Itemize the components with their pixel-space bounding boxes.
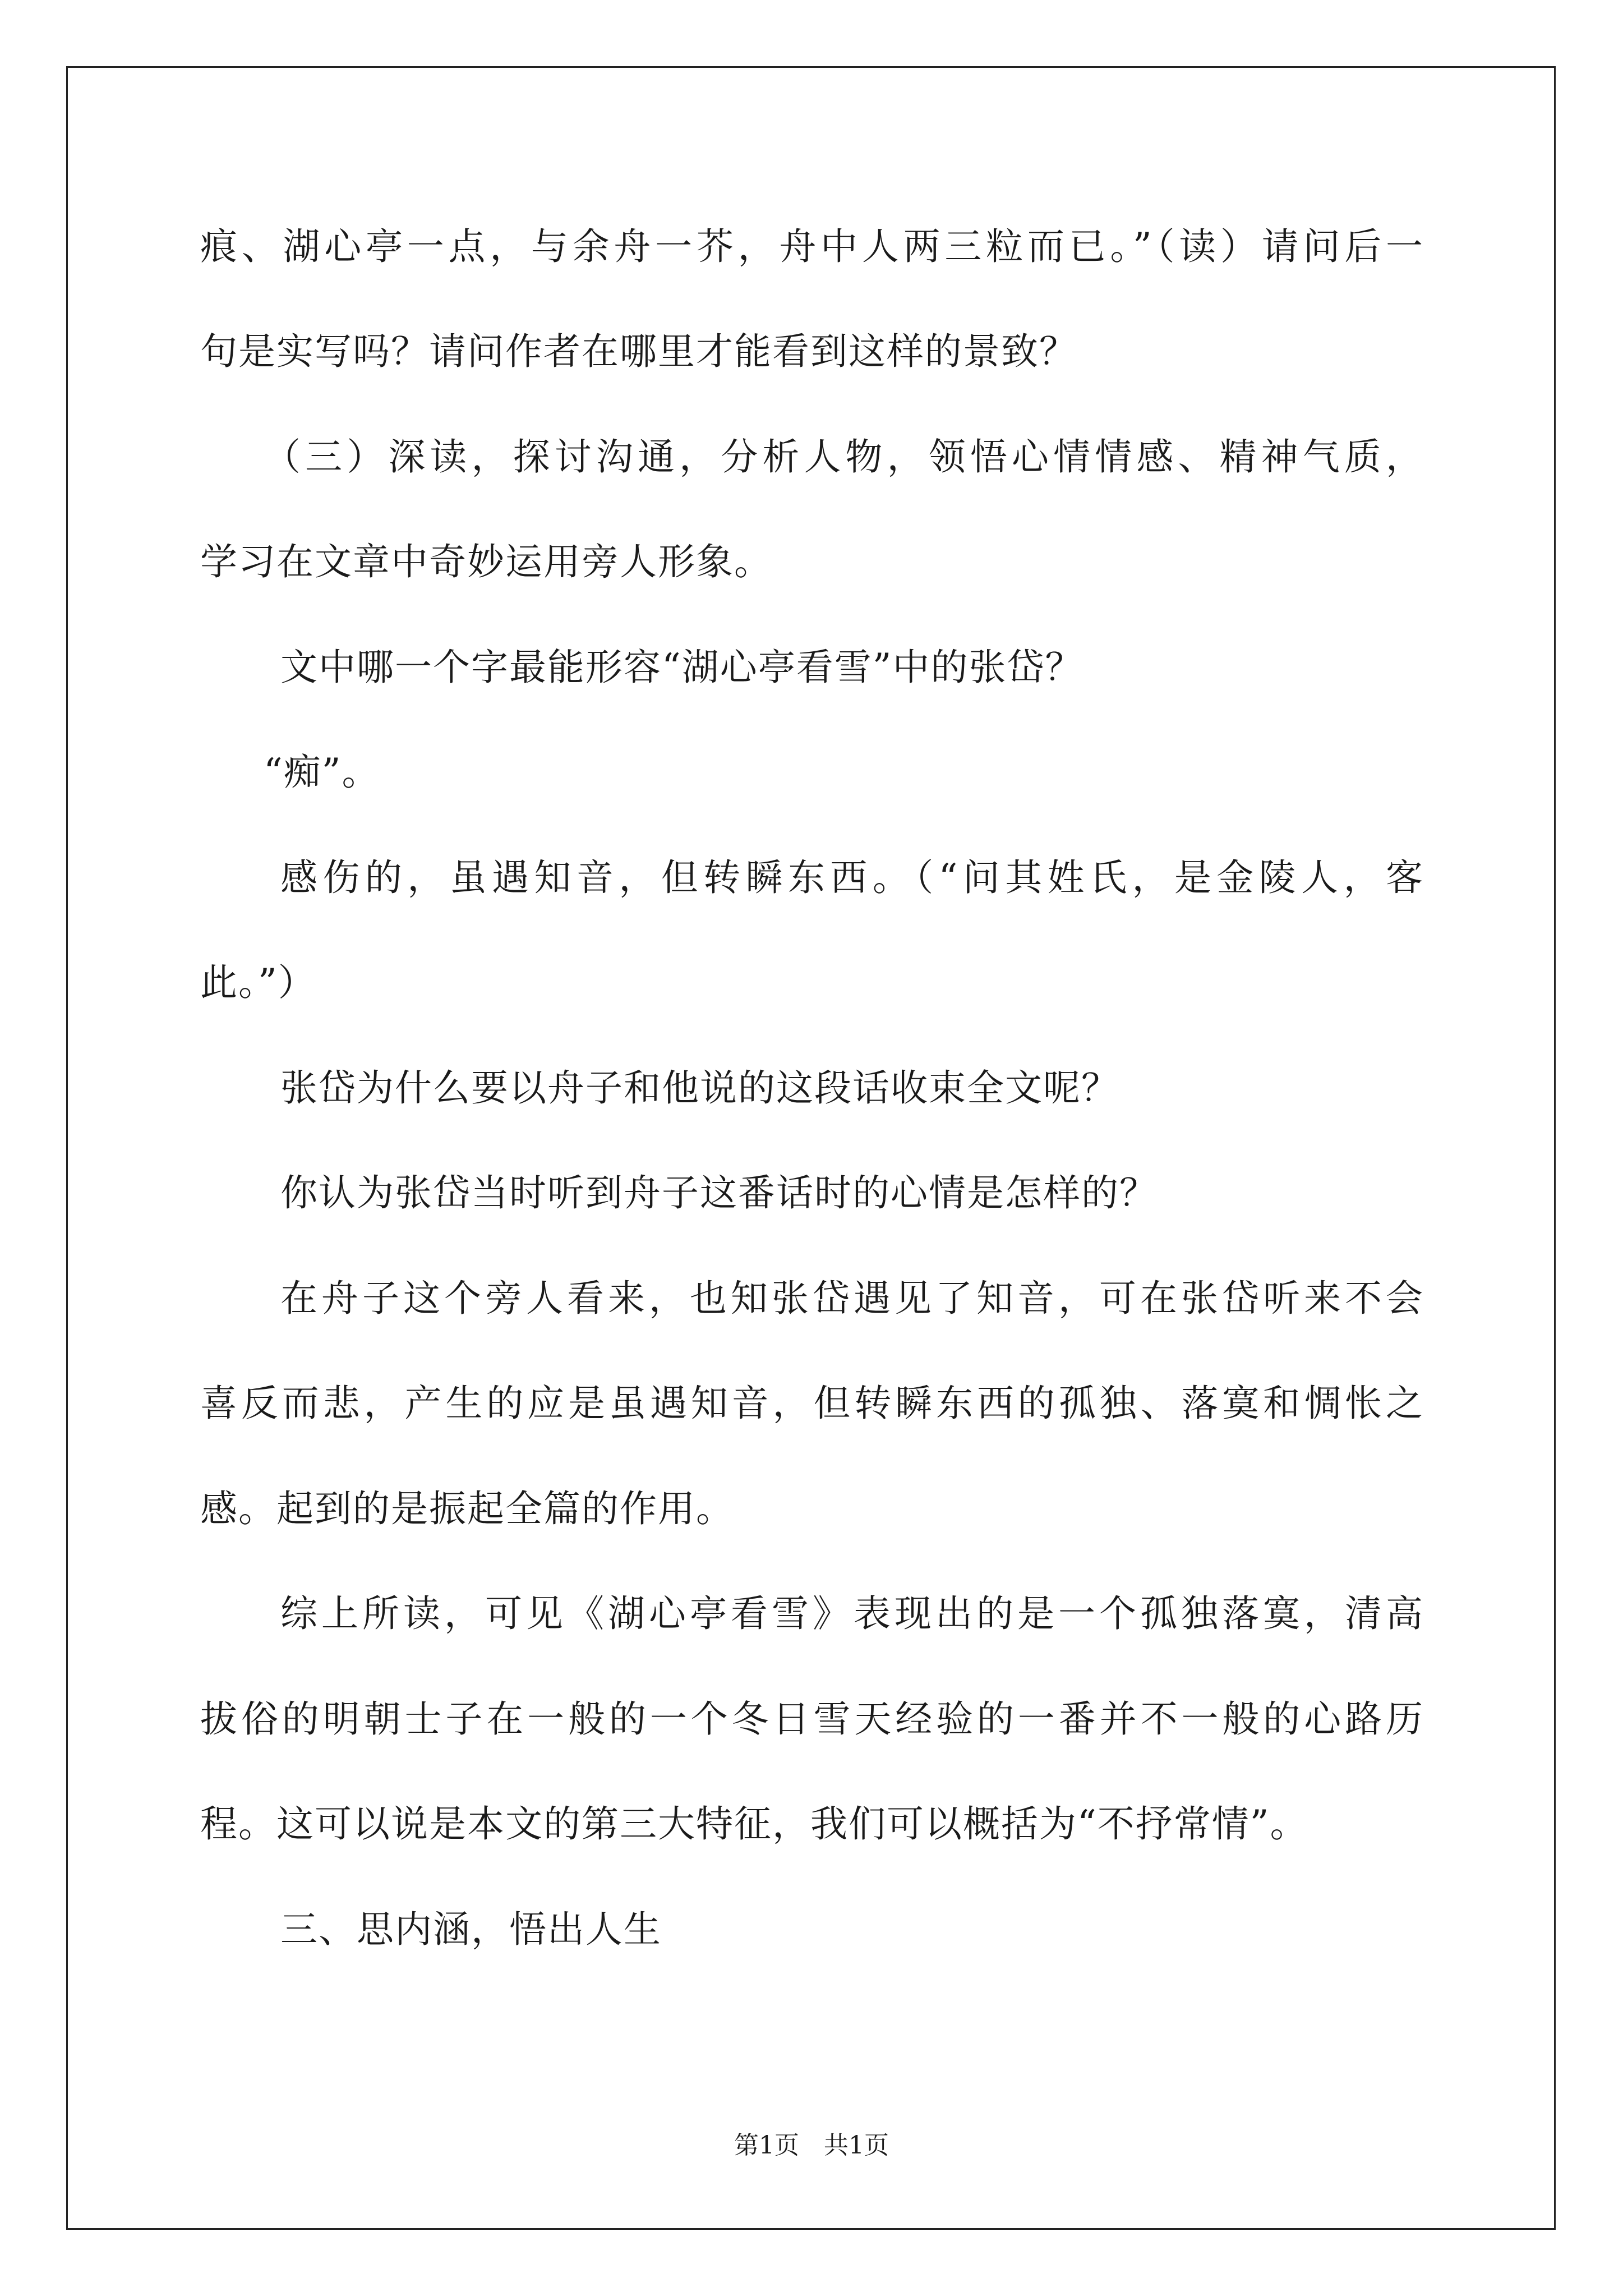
paragraph-line: 综上所读，可见《湖心亭看雪》表现出的是一个孤独落寞，清高 [280,1592,1424,1635]
question-line: 张岱为什么要以舟子和他说的这段话收束全文呢？ [280,1066,1119,1110]
question-line: 你认为张岱当时听到舟子这番话时的心情是怎样的？ [280,1171,1158,1214]
paragraph-line: 句是实写吗？请问作者在哪里才能看到这样的景致？ [200,330,1077,373]
section-heading-line: （三）深读，探讨沟通，分析人物，领悟心情情感、精神气质， [264,435,1424,478]
paragraph-line: 感伤的，虽遇知音，但转瞬东西。（“问其姓氏，是金陵人，客 [280,856,1424,899]
paragraph-line: 喜反而悲，产生的应是虽遇知音，但转瞬东西的孤独、落寞和惆怅之 [200,1382,1424,1425]
answer-line: “痴”。 [264,751,380,794]
paragraph-line: 程。这可以说是本文的第三大特征，我们可以概括为“不抒常情”。 [200,1802,1308,1846]
paragraph-line: 感。起到的是振起全篇的作用。 [200,1487,734,1530]
section-heading: 三、思内涵，悟出人生 [280,1908,662,1951]
page-footer: 第1页 共1页 [734,2131,889,2160]
paragraph-line: 痕、湖心亭一点，与余舟一芥，舟中人两三粒而已。”（读）请问后一 [200,225,1424,268]
paragraph-line: 此。”） [200,961,316,1004]
paragraph-line: 拔俗的明朝士子在一般的一个冬日雪天经验的一番并不一般的心路历 [200,1697,1424,1741]
question-line: 文中哪一个字最能形容“湖心亭看雪”中的张岱？ [280,646,1083,689]
paragraph-line: 在舟子这个旁人看来，也知张岱遇见了知音，可在张岱听来不会 [280,1277,1424,1320]
section-heading-line: 学习在文章中奇妙运用旁人形象。 [200,540,772,583]
